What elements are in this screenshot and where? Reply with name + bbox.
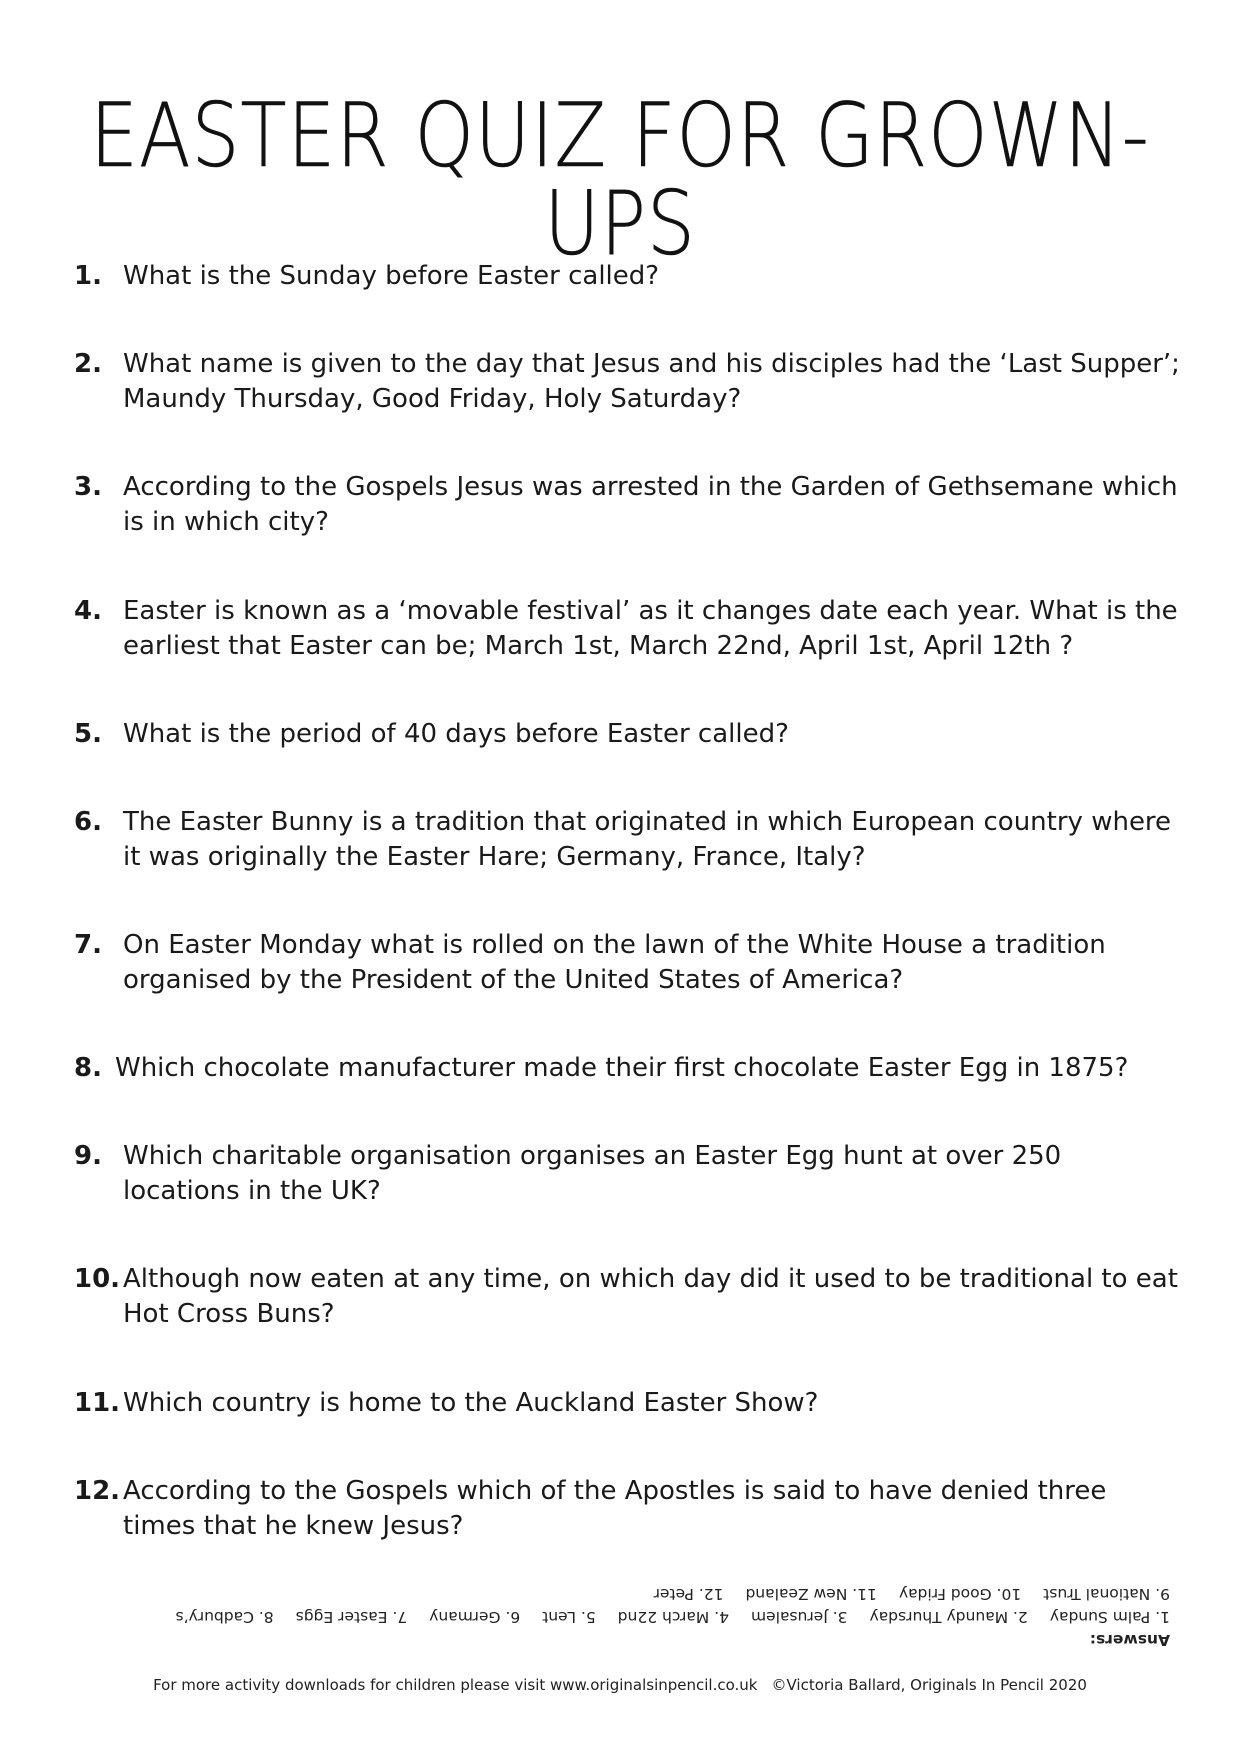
answer-item: 8. Cadbury’s bbox=[175, 1608, 274, 1626]
question-number: 6. bbox=[74, 807, 102, 837]
question-number: 7. bbox=[74, 930, 102, 960]
question-8 bbox=[74, 1051, 1184, 1086]
question-text: Which charitable organisation organises an Easter Egg hunt at over 250 locations in the UK? bbox=[123, 1141, 1062, 1206]
question-text: Which country is home to the Auckland Easter Show? bbox=[123, 1388, 819, 1418]
question-number: 12. bbox=[74, 1476, 121, 1506]
answer-item: 2. Maundy Thursday bbox=[869, 1608, 1028, 1626]
answer-item: 9. National Trust bbox=[1043, 1585, 1170, 1603]
question-text: On Easter Monday what is rolled on the lawn of the White House a tradition organised by the President of the United States of America? bbox=[123, 930, 1106, 995]
answer-item: 3. Jerusalem bbox=[751, 1608, 848, 1626]
answer-item: 5. Lent bbox=[542, 1608, 596, 1626]
question-text: What is the period of 40 days before Easter called? bbox=[123, 719, 789, 749]
answer-item: 7. Easter Eggs bbox=[295, 1608, 408, 1626]
answer-item: 4. March 22nd bbox=[617, 1608, 729, 1626]
question-number: 2. bbox=[74, 349, 102, 379]
answer-item: 10. Good Friday bbox=[898, 1585, 1022, 1603]
question-number: 1. bbox=[74, 261, 102, 291]
question-2 bbox=[74, 347, 1184, 417]
question-number: 5. bbox=[74, 719, 102, 749]
question-6 bbox=[74, 805, 1184, 875]
footer-text: For more activity downloads for children please visit www.originalsinpencil.co.uk bbox=[153, 1676, 758, 1694]
question-1 bbox=[74, 259, 1184, 294]
footer-copyright: ©Victoria Ballard, Originals In Pencil 2020 bbox=[771, 1676, 1087, 1694]
answer-item: 11. New Zealand bbox=[745, 1585, 877, 1603]
question-number: 8. bbox=[74, 1053, 102, 1083]
question-text: What name is given to the day that Jesus and his disciples had the ‘Last Supper’; Maundy Thursday, Good Friday, Holy Saturday? bbox=[123, 349, 1180, 414]
footer bbox=[0, 1676, 1240, 1694]
question-7 bbox=[74, 928, 1184, 998]
question-number: 9. bbox=[74, 1141, 102, 1171]
question-number: 4. bbox=[74, 596, 102, 626]
answers-row-2 bbox=[150, 1582, 1170, 1605]
question-12 bbox=[74, 1474, 1184, 1544]
answers-block-upside-down bbox=[150, 1582, 1170, 1651]
question-4 bbox=[74, 594, 1184, 664]
answer-item: 1. Palm Sunday bbox=[1049, 1608, 1170, 1626]
answer-item: 12. Peter bbox=[653, 1585, 724, 1603]
question-10 bbox=[74, 1262, 1184, 1332]
question-text: Although now eaten at any time, on which day did it used to be traditional to eat Hot Cross Buns? bbox=[123, 1264, 1178, 1329]
question-text: Which chocolate manufacturer made their first chocolate Easter Egg in 1875? bbox=[115, 1053, 1129, 1083]
question-number: 3. bbox=[74, 472, 102, 502]
question-3 bbox=[74, 470, 1184, 540]
answers-heading: Answers: bbox=[1089, 1631, 1170, 1649]
question-text: What is the Sunday before Easter called? bbox=[123, 261, 660, 291]
question-number: 11. bbox=[74, 1388, 121, 1418]
question-text: According to the Gospels which of the Apostles is said to have denied three times that he knew Jesus? bbox=[123, 1476, 1107, 1541]
question-text: According to the Gospels Jesus was arrested in the Garden of Gethsemane which is in which city? bbox=[123, 472, 1178, 537]
question-5 bbox=[74, 717, 1184, 752]
question-text: The Easter Bunny is a tradition that originated in which European country where it was originally the Easter Hare; Germany, France, Italy? bbox=[123, 807, 1172, 872]
question-number: 10. bbox=[74, 1264, 121, 1294]
answers-row-1 bbox=[150, 1605, 1170, 1628]
question-11 bbox=[74, 1386, 1184, 1421]
question-text: Easter is known as a ‘movable festival’ as it changes date each year. What is the earliest that Easter can be; March 1st, March 22nd, April 1st, April 12th ? bbox=[123, 596, 1178, 661]
answer-item: 6. Germany bbox=[429, 1608, 521, 1626]
question-9 bbox=[74, 1139, 1184, 1209]
page-title: EASTER QUIZ FOR GROWN-UPS bbox=[90, 84, 1150, 275]
